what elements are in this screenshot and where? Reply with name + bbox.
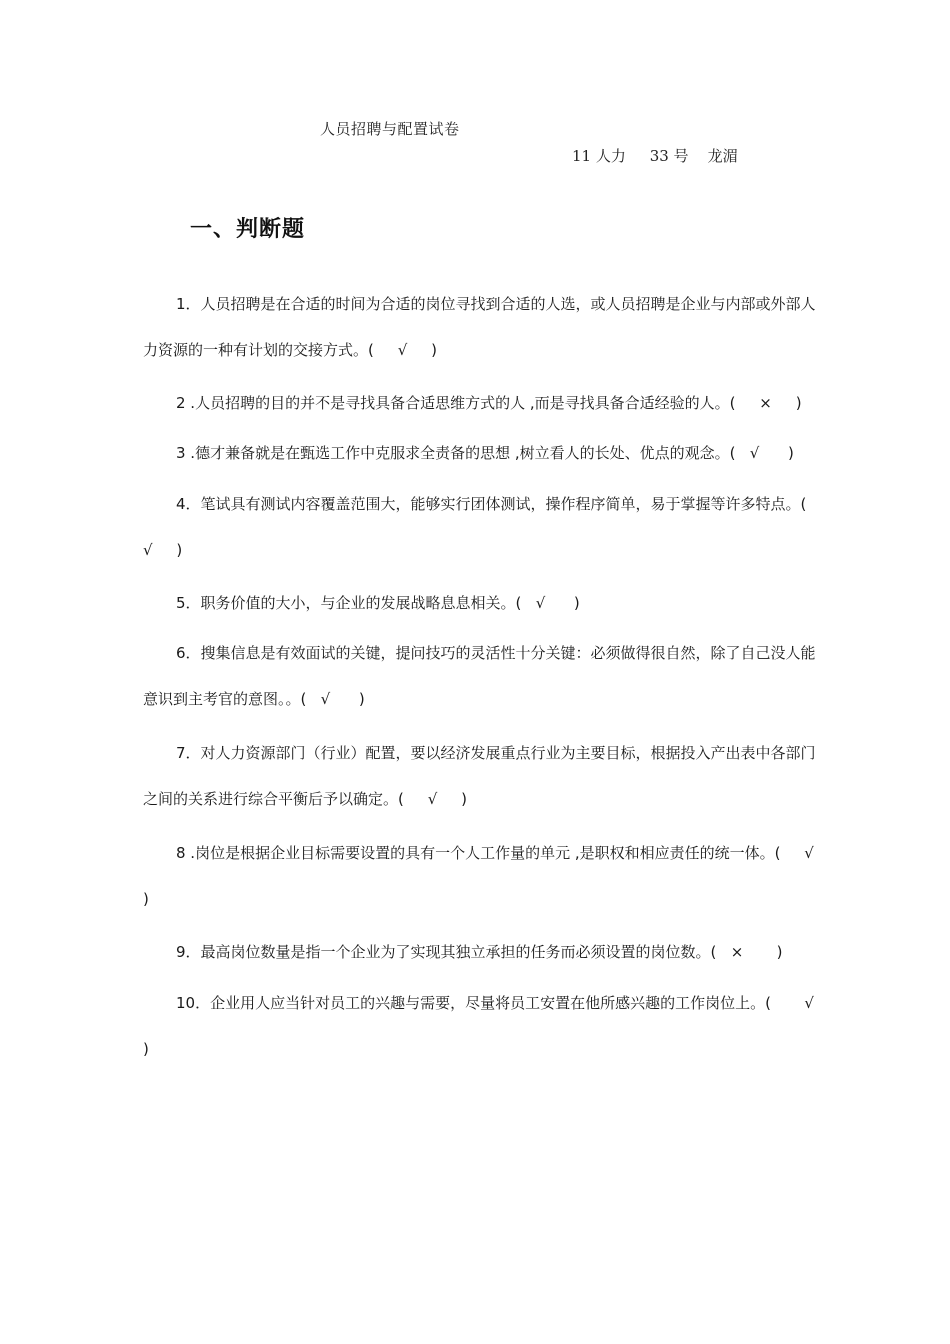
document-title: 人员招聘与配置试卷 — [320, 120, 460, 138]
question-7: 7．对人力资源部门（行业）配置，要以经济发展重点行业为主要目标，根据投入产出表中各部门之间的关系进行综合平衡后予以确定。( √ ) — [143, 744, 816, 808]
question-10: 10．企业用人应当针对员工的兴趣与需要，尽量将员工安置在他所感兴趣的工作岗位上。( √ ) — [143, 994, 843, 1058]
question-9: 9．最高岗位数量是指一个企业为了实现其独立承担的任务而必须设置的岗位数。( × ) — [176, 943, 783, 961]
question-1: 1．人员招聘是在合适的时间为合适的岗位寻找到合适的人选，或人员招聘是企业与内部或外部人力资源的一种有计划的交接方式。( √ ) — [143, 295, 816, 359]
section-heading: 一、判断题 — [190, 217, 306, 242]
question-4: 4．笔试具有测试内容覆盖范围大，能够实行团体测试，操作程序简单，易于掌握等许多特点。( √ ) — [143, 495, 831, 559]
question-3: 3 .德才兼备就是在甄选工作中克服求全责备的思想 ,树立看人的长处、优点的观念。( √ ) — [176, 444, 794, 462]
author-line: 11 人力 33 号 龙湄 — [572, 147, 738, 165]
question-6: 6．搜集信息是有效面试的关键，提问技巧的灵活性十分关键：必须做得很自然，除了自己没人能意识到主考官的意图。。( √ ) — [143, 644, 816, 708]
question-5: 5．职务价值的大小，与企业的发展战略息息相关。( √ ) — [176, 594, 580, 612]
question-8: 8 .岗位是根据企业目标需要设置的具有一个人工作量的单元 ,是职权和相应责任的统一体。( √ ) — [143, 844, 829, 908]
question-2: 2 .人员招聘的目的并不是寻找具备合适思维方式的人 ,而是寻找具备合适经验的人。( × ) — [176, 394, 802, 412]
